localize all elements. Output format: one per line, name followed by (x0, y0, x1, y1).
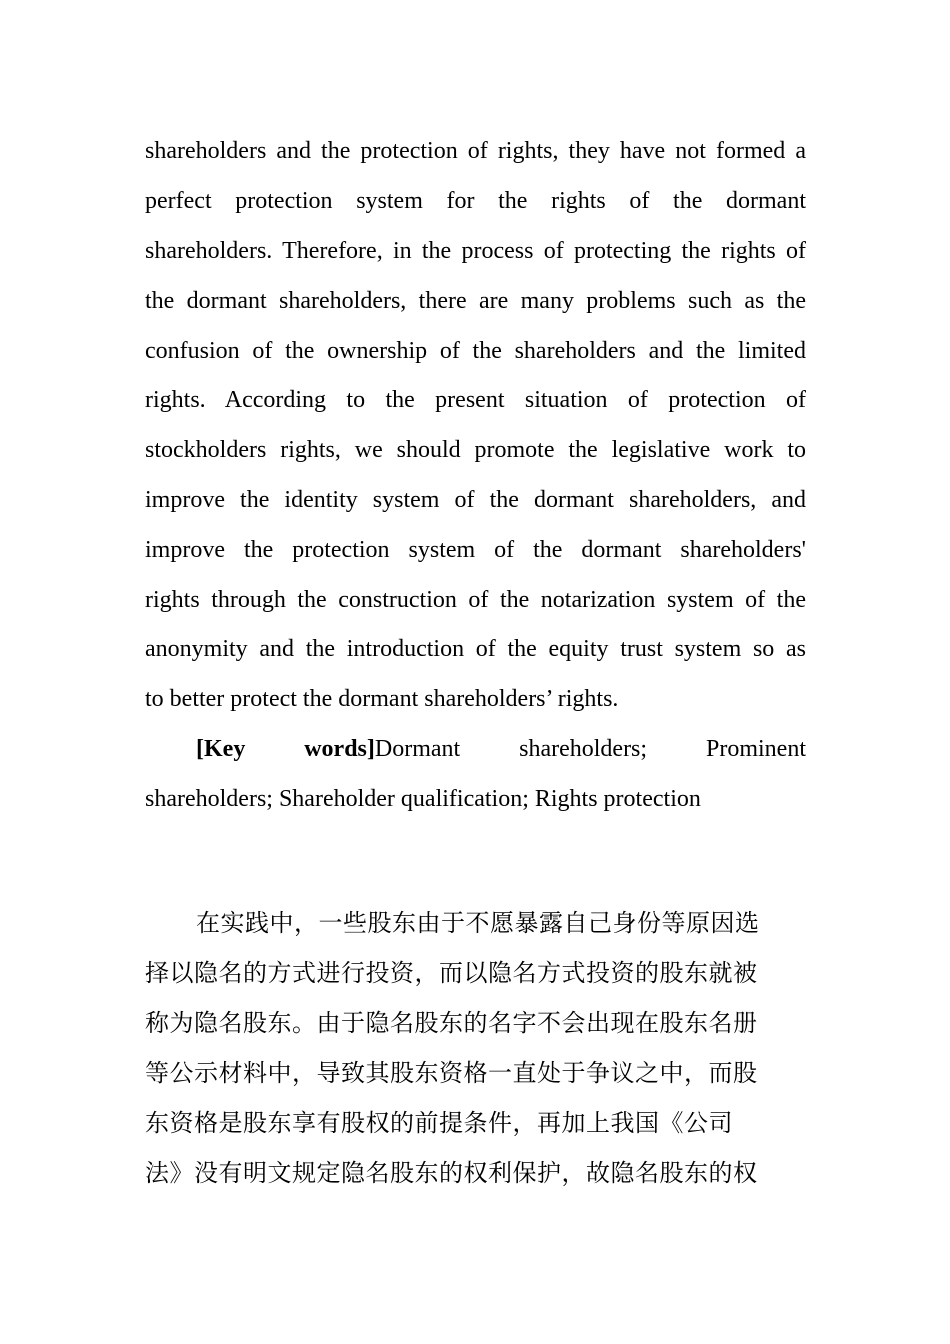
keywords-line (196, 734, 806, 764)
abstract-line: shareholders and the protection of rights, they have not formed a (145, 138, 806, 164)
keywords-line-2: shareholders; Shareholder qualification; Rights protection (145, 786, 701, 812)
intro-line: 择以隐名的方式进行投资，而以隐名方式投资的股东就被 (145, 959, 758, 987)
abstract-line: to better protect the dormant shareholders’ rights. (145, 686, 619, 712)
keyword-item: shareholders; (519, 736, 648, 762)
abstract-line: rights through the construction of the notarization system of the (145, 587, 806, 613)
abstract-line: stockholders rights, we should promote the legislative work to (145, 437, 806, 463)
keywords-group (304, 734, 460, 764)
abstract-line: confusion of the ownership of the shareholders and the limited (145, 338, 806, 364)
keywords-label-part1: [Key (196, 736, 246, 762)
abstract-line: rights. According to the present situation of protection of (145, 387, 806, 413)
keyword-item: Dormant (374, 736, 461, 762)
intro-line: 等公示材料中，导致其股东资格一直处于争议之中，而股 (145, 1059, 758, 1087)
abstract-line: improve the identity system of the dormant shareholders, and (145, 487, 806, 513)
keyword-item: Prominent (705, 736, 806, 762)
intro-line: 称为隐名股东。由于隐名股东的名字不会出现在股东名册 (145, 1009, 758, 1037)
intro-line: 在实践中，一些股东由于不愿暴露自己身份等原因选 (196, 909, 760, 937)
abstract-line: anonymity and the introduction of the equity trust system so as (145, 636, 806, 662)
abstract-line: shareholders. Therefore, in the process of protecting the rights of (145, 238, 806, 264)
intro-line: 法》没有明文规定隐名股东的权利保护，故隐名股东的权 (145, 1159, 758, 1187)
abstract-line: the dormant shareholders, there are many problems such as the (145, 288, 806, 314)
keywords-label-part2: words] (304, 736, 375, 762)
intro-line: 东资格是股东享有股权的前提条件，再加上我国《公司 (145, 1109, 733, 1137)
abstract-line: perfect protection system for the rights of the dormant (145, 188, 806, 214)
abstract-line: improve the protection system of the dormant shareholders' (145, 537, 806, 563)
